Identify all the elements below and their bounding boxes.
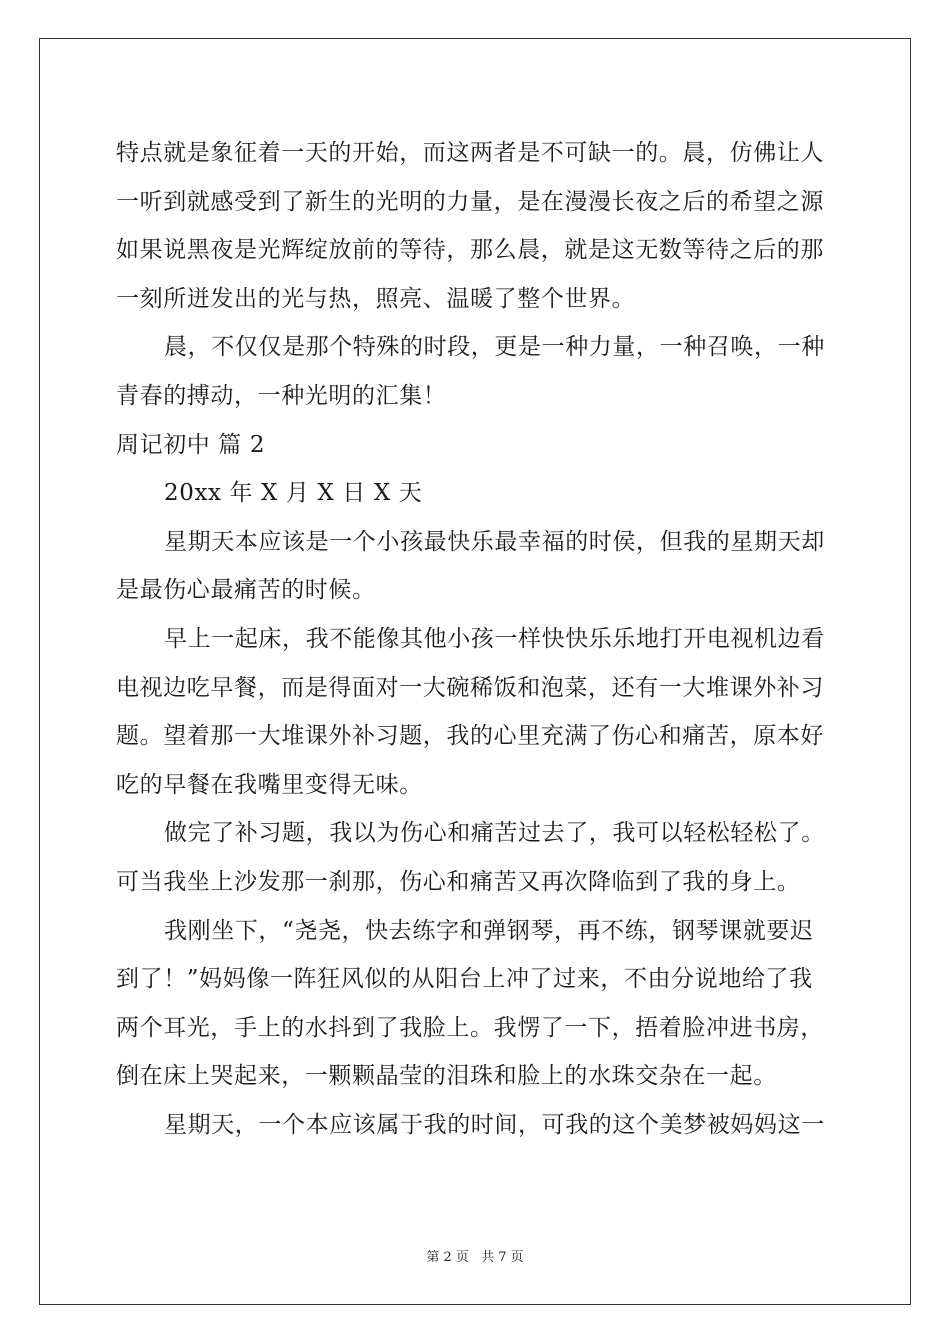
paragraph-start-line: 晨，不仅仅是那个特殊的时段，更是一种力量，一种召唤，一种 [164, 334, 825, 361]
text-line: 一刻所迸发出的光与热，照亮、温暖了整个世界。 [116, 285, 636, 312]
paragraph-start-line: 我刚坐下，“尧尧，快去练字和弹钢琴，再不练，钢琴课就要迟 [164, 917, 814, 944]
text-line: 如果说黑夜是光辉绽放前的等待，那么晨，就是这无数等待之后的那 [116, 237, 824, 264]
page-total: 共 7 页 [481, 1250, 524, 1265]
text-line: 特点就是象征着一天的开始，而这两者是不可缺一的。晨，仿佛让人 [116, 140, 824, 166]
page-footer [0, 1246, 950, 1265]
text-line: 到了！”妈妈像一阵狂风似的从阳台上冲了过来，不由分说地给了我 [116, 966, 813, 993]
paragraph-start-line: 星期天，一个本应该属于我的时间，可我的这个美梦被妈妈这一 [164, 1111, 825, 1138]
paragraph-start-line: 星期天本应该是一个小孩最快乐最幸福的时侯，但我的星期天却 [164, 528, 825, 555]
text-line: 是最伤心最痛苦的时候。 [116, 577, 376, 604]
text-line: 电视边吃早餐，而是得面对一大碗稀饭和泡菜，还有一大堆课外补习 [116, 674, 824, 701]
paragraph-start-line: 做完了补习题，我以为伤心和痛苦过去了，我可以轻松轻松了。 [164, 820, 825, 847]
text-line: 两个耳光，手上的水抖到了我脸上。我愣了一下，捂着脸冲进书房， [116, 1014, 824, 1041]
page-number: 第 2 页 [426, 1250, 469, 1265]
section-heading: 周记初中 篇 2 [116, 431, 266, 458]
date-line: 20xx 年 X 月 X 日 X 天 [164, 480, 423, 507]
text-line: 可当我坐上沙发那一刹那，伤心和痛苦又再次降临到了我的身上。 [116, 868, 801, 895]
text-line: 一听到就感受到了新生的光明的力量，是在漫漫长夜之后的希望之源 [116, 188, 824, 215]
text-line: 青春的搏动，一种光明的汇集！ [116, 382, 447, 409]
text-line: 题。望着那一大堆课外补习题，我的心里充满了伤心和痛苦，原本好 [116, 723, 824, 750]
document-body [116, 129, 836, 1149]
text-line: 吃的早餐在我嘴里变得无味。 [116, 771, 423, 798]
text-line: 倒在床上哭起来，一颗颗晶莹的泪珠和脸上的水珠交杂在一起。 [116, 1063, 777, 1090]
paragraph-start-line: 早上一起床，我不能像其他小孩一样快快乐乐地打开电视机边看 [164, 625, 825, 652]
